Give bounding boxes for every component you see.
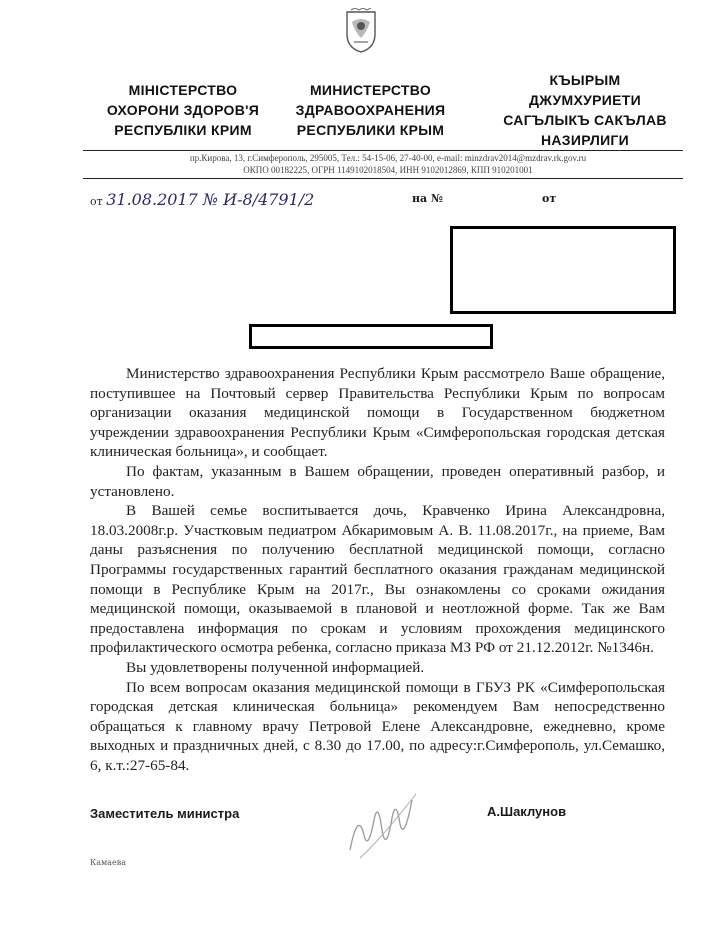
org-name-ukrainian: МІНІСТЕРСТВО ОХОРОНИ ЗДОРОВ'Я РЕСПУБЛІКИ КРИМ xyxy=(106,82,260,138)
org-name-russian: МИНИСТЕРСТВО ЗДРАВООХРАНЕНИЯ РЕСПУБЛИКИ КРЫМ xyxy=(295,82,446,138)
header-divider-top xyxy=(83,150,683,151)
handwritten-signature xyxy=(330,780,430,870)
coat-of-arms-emblem xyxy=(343,8,379,54)
org-name-crimean-tatar: КЪЫРЫМ ДЖУМХУРИЕТИ САГЪЛЫКЪ САКЪЛАВ НАЗИРЛИГИ xyxy=(503,72,667,148)
incoming-date-label: от xyxy=(542,192,557,205)
redacted-addressee-box xyxy=(450,226,676,314)
address-line: пр.Кирова, 13, г.Симферополь, 295005, Тел.: 54-15-06, 27-40-00, e-mail: minzdrav2014@mzdrav.rk.gov.ru xyxy=(189,153,587,163)
registration-codes-line: ОКПО 00182225, ОГРН 1149102018504, ИНН 9102012869, КПП 910201001 xyxy=(243,165,533,175)
body-paragraph: Министерство здравоохранения Республики Крым рассмотрело Ваше обращение, поступившее на Почтовый сервер Правительства Республики Крым по вопросам организации оказания медицинской помощи в Государственном бюджетном учреждении здравоохранения Республики Крым «Симферопольская городская детская клиническая больница», и сообщает. xyxy=(90,365,665,461)
signer-title: Заместитель министра xyxy=(90,806,240,821)
incoming-number-label: на № xyxy=(412,192,443,205)
handwritten-reference-number: 31.08.2017 № И-8/4791/2 xyxy=(106,190,315,209)
body-paragraph: В Вашей семье воспитывается дочь, Кравченко Ирина Александровна, 18.03.2008г.р. Участковым педиатром Абкаримовым А. В. 11.08.2017г., на приеме, Вам даны разъяснения по получению бесплатной медицинской помощи, согласно Программы государственных гарантий бесплатного оказания гражданам медицинской помощи в Республике Крым на 2017г., Вы ознакомлены со сроками ожидания медицинской помощи, оказываемой в плановой и неотложной форме. Так же Вам предоставлена информация по срокам и условиям прохождения медицинского профилактического осмотра ребенка, согласно приказа МЗ РФ от 21.12.2012г. №1346н. xyxy=(90,502,665,657)
body-paragraph: Вы удовлетворены полученной информацией. xyxy=(126,658,425,676)
signer-name: А.Шаклунов xyxy=(487,804,567,819)
header-divider-bottom xyxy=(83,178,683,179)
letter-body xyxy=(90,364,665,775)
outgoing-reference: от 31.08.2017 № И-8/4791/2 xyxy=(90,190,315,209)
redacted-salutation-box xyxy=(249,324,493,349)
executor-name: Камаева xyxy=(90,858,126,867)
body-paragraph: По фактам, указанным в Вашем обращении, проведен оперативный разбор, и установлено. xyxy=(90,462,665,500)
body-paragraph: По всем вопросам оказания медицинской помощи в ГБУЗ РК «Симферопольская городская детская клиническая больница» рекомендуем Вам непосредственно обращаться к главному врачу Петровой Елене Александровне, ежедневно, кроме выходных и праздничных дней, с 8.30 до 17.00, по адресу:г.Симферополь, ул.Семашко, 6, к.т.:27-65-84. xyxy=(90,678,665,774)
